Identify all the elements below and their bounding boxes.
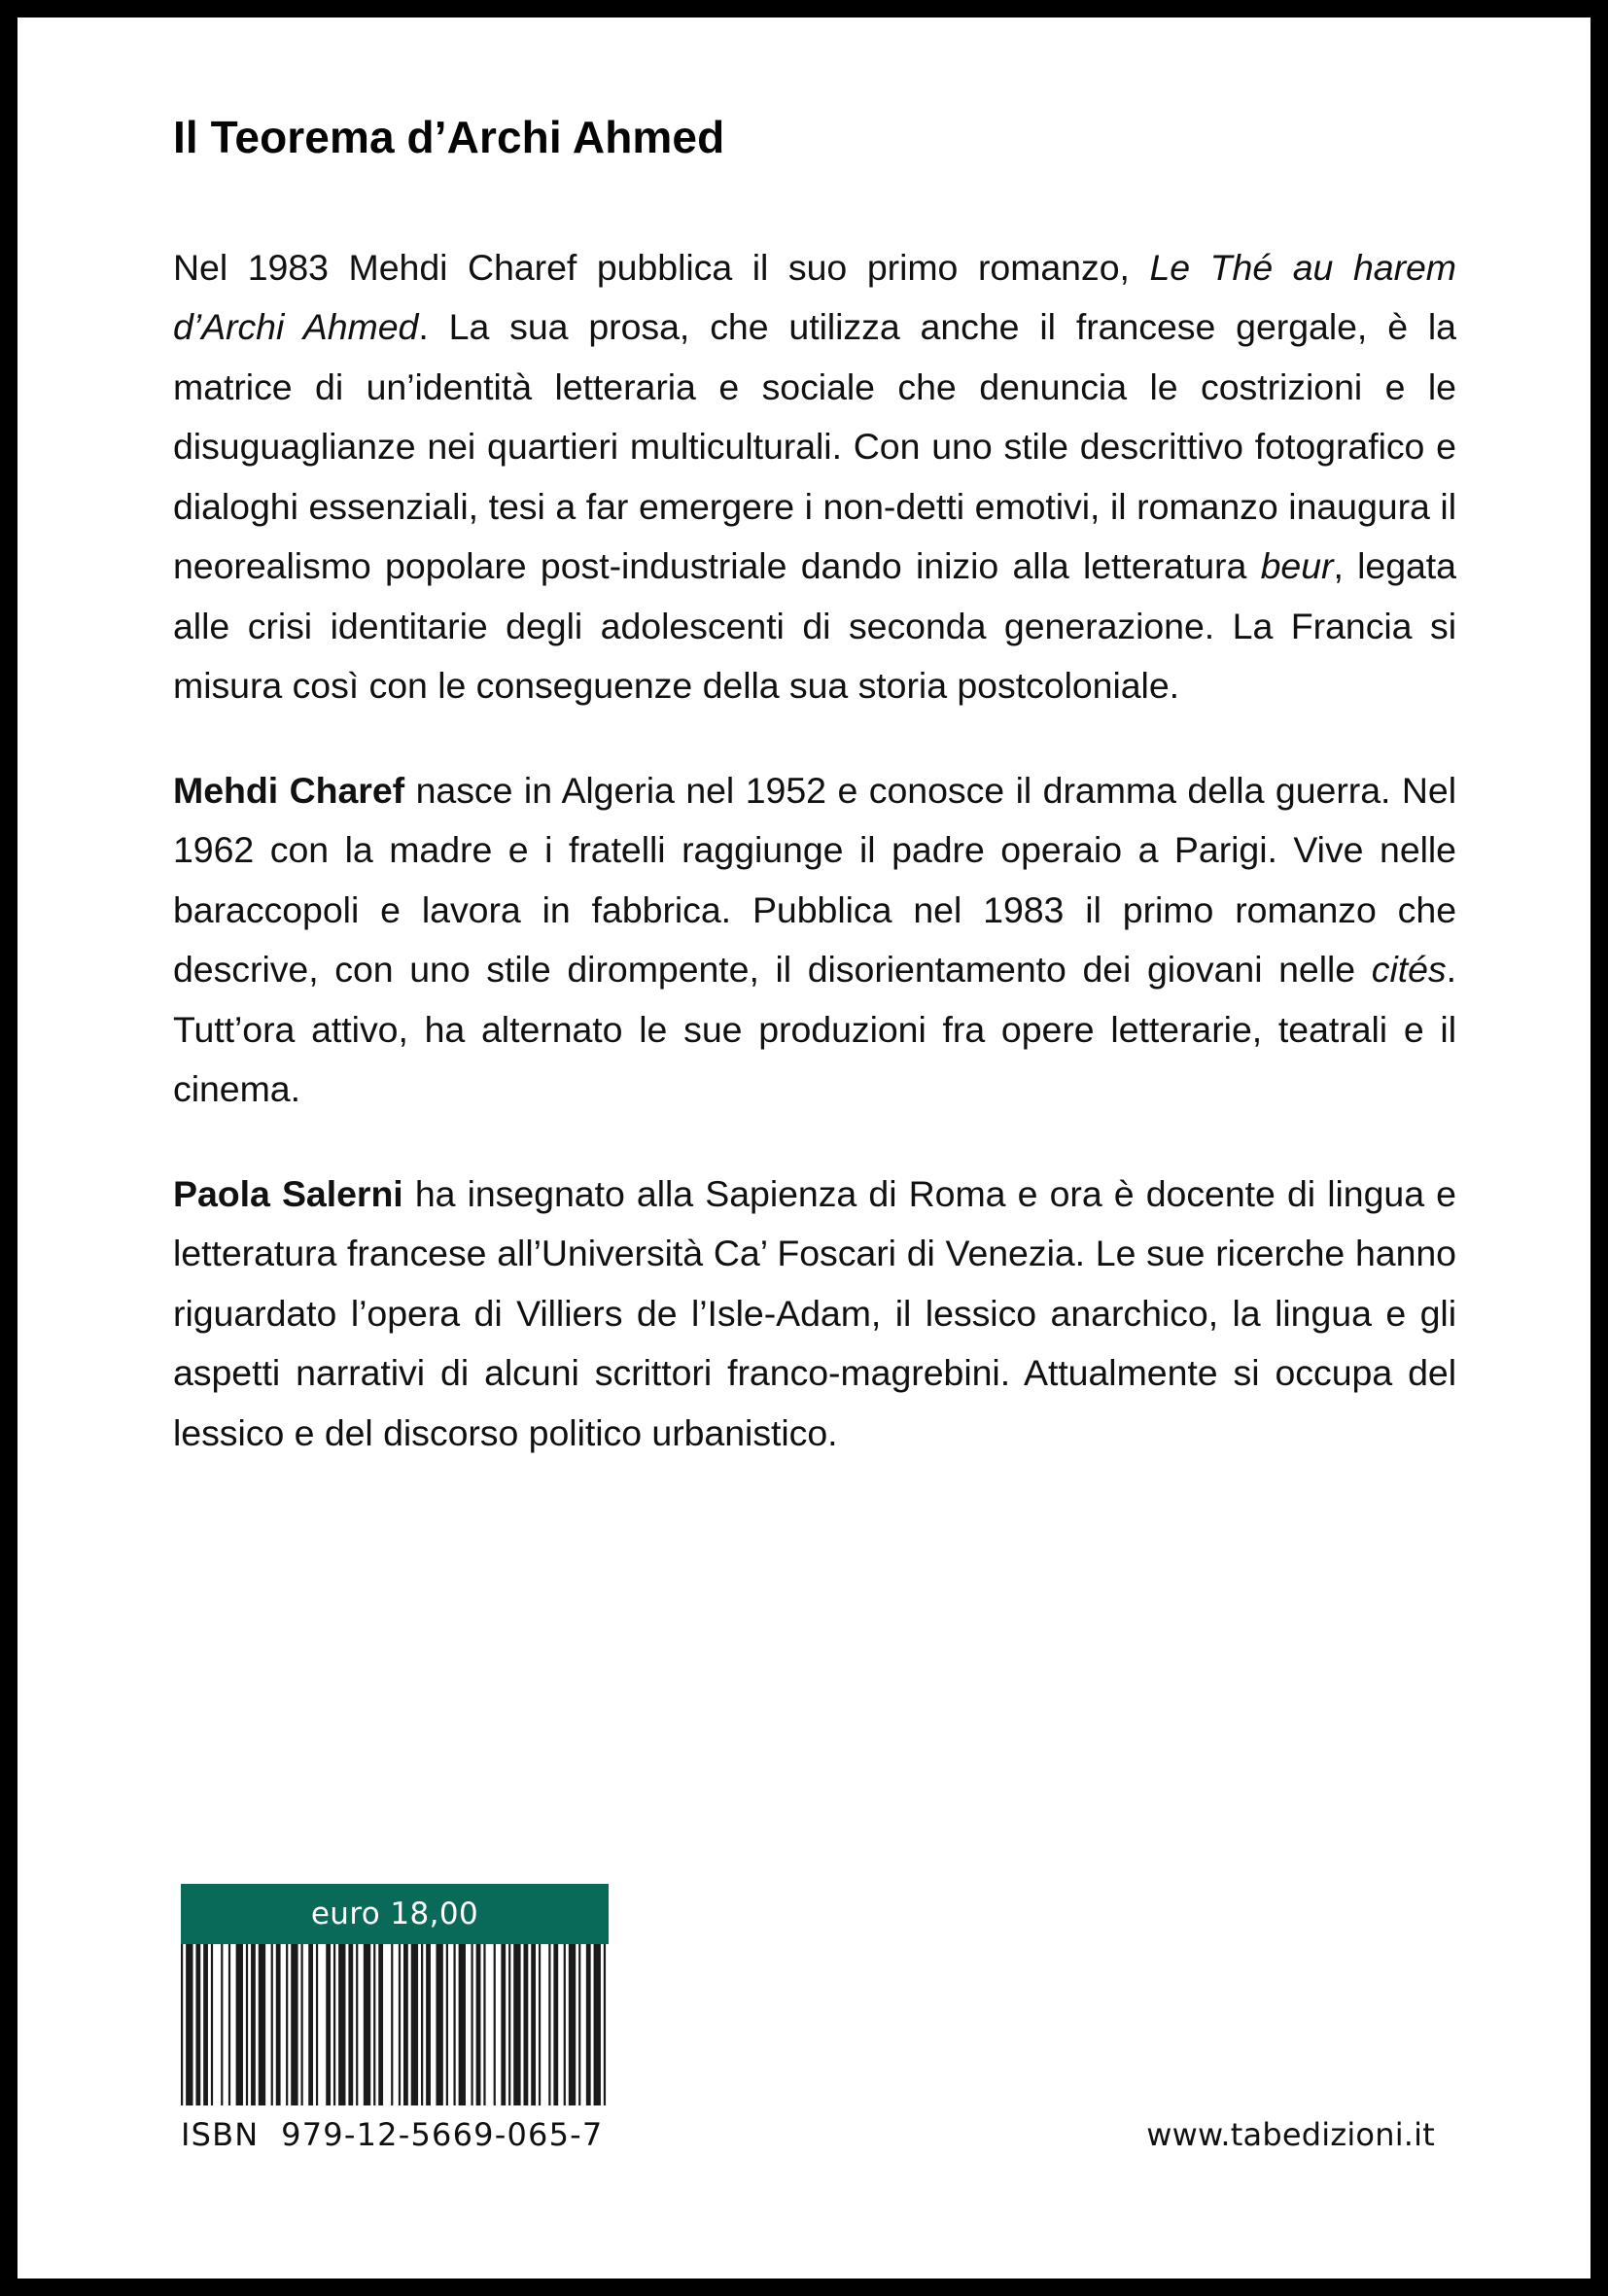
ean-13-barcode-icon xyxy=(181,1944,609,2105)
page-title: Il Teorema d’Archi Ahmed xyxy=(173,112,725,162)
emphasised-text: beur xyxy=(1260,545,1334,587)
body-text: nasce in Algeria nel 1952 e conosce il dramma della guerra. Nel 1962 con la madre e i fratelli raggiunge il padre operaio a Parigi. Vive nelle baraccopoli e lavora in fabbrica. Pubblica nel 1983 il primo romanzo che descrive, con uno stile dirompente, il disorientamento dei giovani nelle xyxy=(173,769,1456,991)
text-column xyxy=(173,17,1456,1463)
cover-page xyxy=(17,17,1591,2279)
blurb-editor-bio xyxy=(173,1120,1456,1464)
blurb-book-description xyxy=(173,162,1456,716)
barcode-block xyxy=(181,1884,609,2154)
emphasised-text: cités xyxy=(1371,949,1447,991)
body-text: ha insegnato alla Sapienza di Roma e ora è docente di lingua e letteratura francese all’Università Ca’ Foscari di Venezia. Le sue ricerche hanno riguardato l’opera di Villiers de l’Isle-Adam, il lessico anarchico, la lingua e gli aspetti narrativi di alcuni scrittori franco-magrebini. Attualmente si occupa del lessico e del discorso politico urbanistico. xyxy=(173,1172,1456,1453)
person-name: Paola Salerni xyxy=(173,1172,403,1214)
body-text: . La sua prosa, che utilizza anche il francese gergale, è la matrice di un’identità letteraria e sociale che denuncia le costrizioni e le disuguaglianze nei quartieri multiculturali. Con uno stile descrittivo fotografico e dialoghi essenziali, tesi a far emergere i non-detti emotivi, il romanzo inaugura il neorealismo popolare post-industriale dando inizio alla letteratura xyxy=(173,306,1456,587)
body-text: , legata alle crisi identitarie degli adolescenti di seconda generazione. La Francia si misura così con le conseguenze della sua storia postcoloniale. xyxy=(173,545,1456,707)
price-badge: euro 18,00 xyxy=(181,1884,609,1944)
person-name: Mehdi Charef xyxy=(173,769,405,811)
publisher-website: www.tabedizioni.it xyxy=(1146,2116,1435,2153)
emphasised-text: Le Thé au harem d’Archi Ahmed xyxy=(173,246,1456,348)
body-text: Nel 1983 Mehdi Charef pubblica il suo primo romanzo, xyxy=(173,246,1150,288)
blurb-author-bio xyxy=(173,716,1456,1120)
body-text: . Tutt’ora attivo, ha alternato le sue produzioni fra opere letterarie, teatrali e il cinema. xyxy=(173,949,1456,1110)
isbn-text: ISBN 979-12-5669-065-7 xyxy=(181,2116,604,2153)
